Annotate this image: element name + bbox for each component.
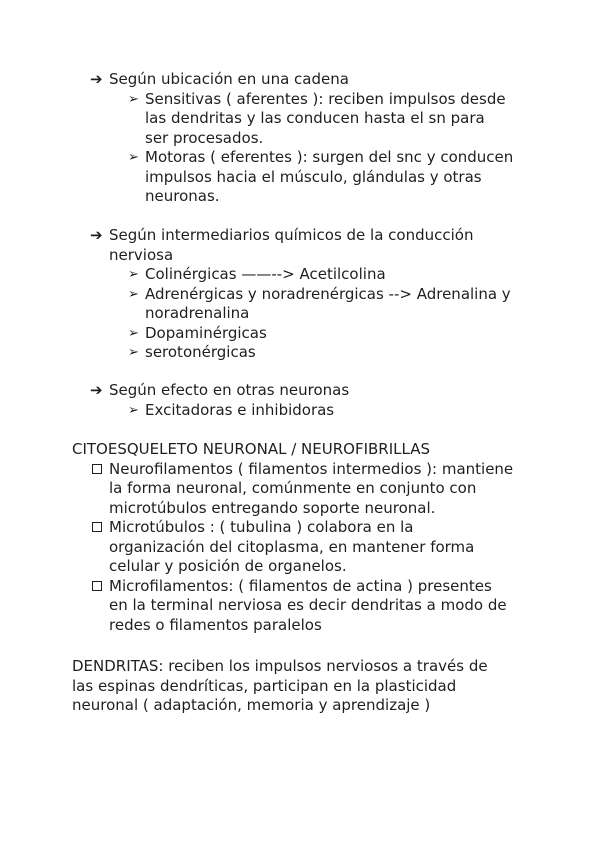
checkbox-bullet-item: Microfilamentos: ( filamentos de actina ) presentes [0,577,600,597]
section-title: CITOESQUELETO NEURONAL / NEUROFIBRILLAS [72,440,430,458]
list-item-continuation: redes o filamentos paralelos [109,615,322,634]
sub-bullet-item: ➢ Sensitivas ( aferentes ): reciben impulsos desde [128,89,506,108]
arrowhead-icon: ➢ [128,91,139,107]
list-item-continuation: microtúbulos entregando soporte neuronal. [109,498,436,517]
sub-bullet-item: ➢ Colinérgicas ——--> Acetilcolina [128,265,386,283]
list-item-continuation: neuronas. [145,187,220,205]
section-efecto [0,381,600,420]
paragraph-line: DENDRITAS: reciben los impulsos nerviosos a través de [72,657,488,675]
arrow-icon: ➔ [90,226,103,244]
arrow-icon: ➔ [90,70,103,88]
arrow-icon: ➔ [90,381,103,399]
paragraph-line: neuronal ( adaptación, memoria y aprendizaje ) [72,696,431,714]
arrowhead-icon: ➢ [128,267,139,282]
checkbox-icon [92,464,102,474]
list-item-continuation: impulsos hacia el músculo, glándulas y otras [145,167,482,186]
arrowhead-icon: ➢ [128,402,139,418]
list-item-continuation: en la terminal nerviosa es decir dendritas a modo de [109,596,507,614]
list-item-continuation: ser procesados. [145,128,264,147]
section-dendritas [0,657,600,716]
arrow-bullet-heading: ➔ Según efecto en otras neuronas [90,381,350,399]
list-item-continuation: organización del citoplasma, en mantener forma [109,537,475,556]
sub-bullet-item: ➢ serotonérgicas [128,343,256,361]
section-quimicos [0,226,600,363]
section-citoesqueleto [0,440,600,635]
list-item-continuation: noradrenalina [145,304,250,322]
list-item-continuation: la forma neuronal, comúnmente en conjunto con [109,479,477,497]
checkbox-bullet-item: Neurofilamentos ( filamentos intermedios ): mantiene [0,460,600,480]
list-item-continuation: las dendritas y las conducen hasta el sn para [145,109,485,127]
heading-continuation: nerviosa [109,245,174,264]
arrow-bullet-heading: ➔ Según ubicación en una cadena [90,70,349,88]
sub-bullet-item: ➢ Adrenérgicas y noradrenérgicas --> Adrenalina y [128,284,511,303]
checkbox-icon [92,522,102,532]
arrowhead-icon: ➢ [128,345,139,360]
paragraph-line: las espinas dendríticas, participan en la plasticidad [72,676,457,695]
checkbox-icon [92,581,102,591]
list-item-continuation: celular y posición de organelos. [109,557,347,575]
sub-bullet-item: ➢ Dopaminérgicas [128,323,267,342]
checkbox-bullet-item: Microtúbulos : ( tubulina ) colabora en la [0,518,600,538]
arrowhead-icon: ➢ [128,150,139,165]
sub-bullet-item: ➢ Motoras ( eferentes ): surgen del snc y conducen [128,148,514,166]
sub-bullet-item: ➢ Excitadoras e inhibidoras [128,400,335,419]
arrowhead-icon: ➢ [128,325,139,341]
section-ubicacion [0,70,600,207]
arrow-bullet-heading: ➔ Según intermediarios químicos de la conducción [90,226,474,244]
arrowhead-icon: ➢ [128,286,139,302]
